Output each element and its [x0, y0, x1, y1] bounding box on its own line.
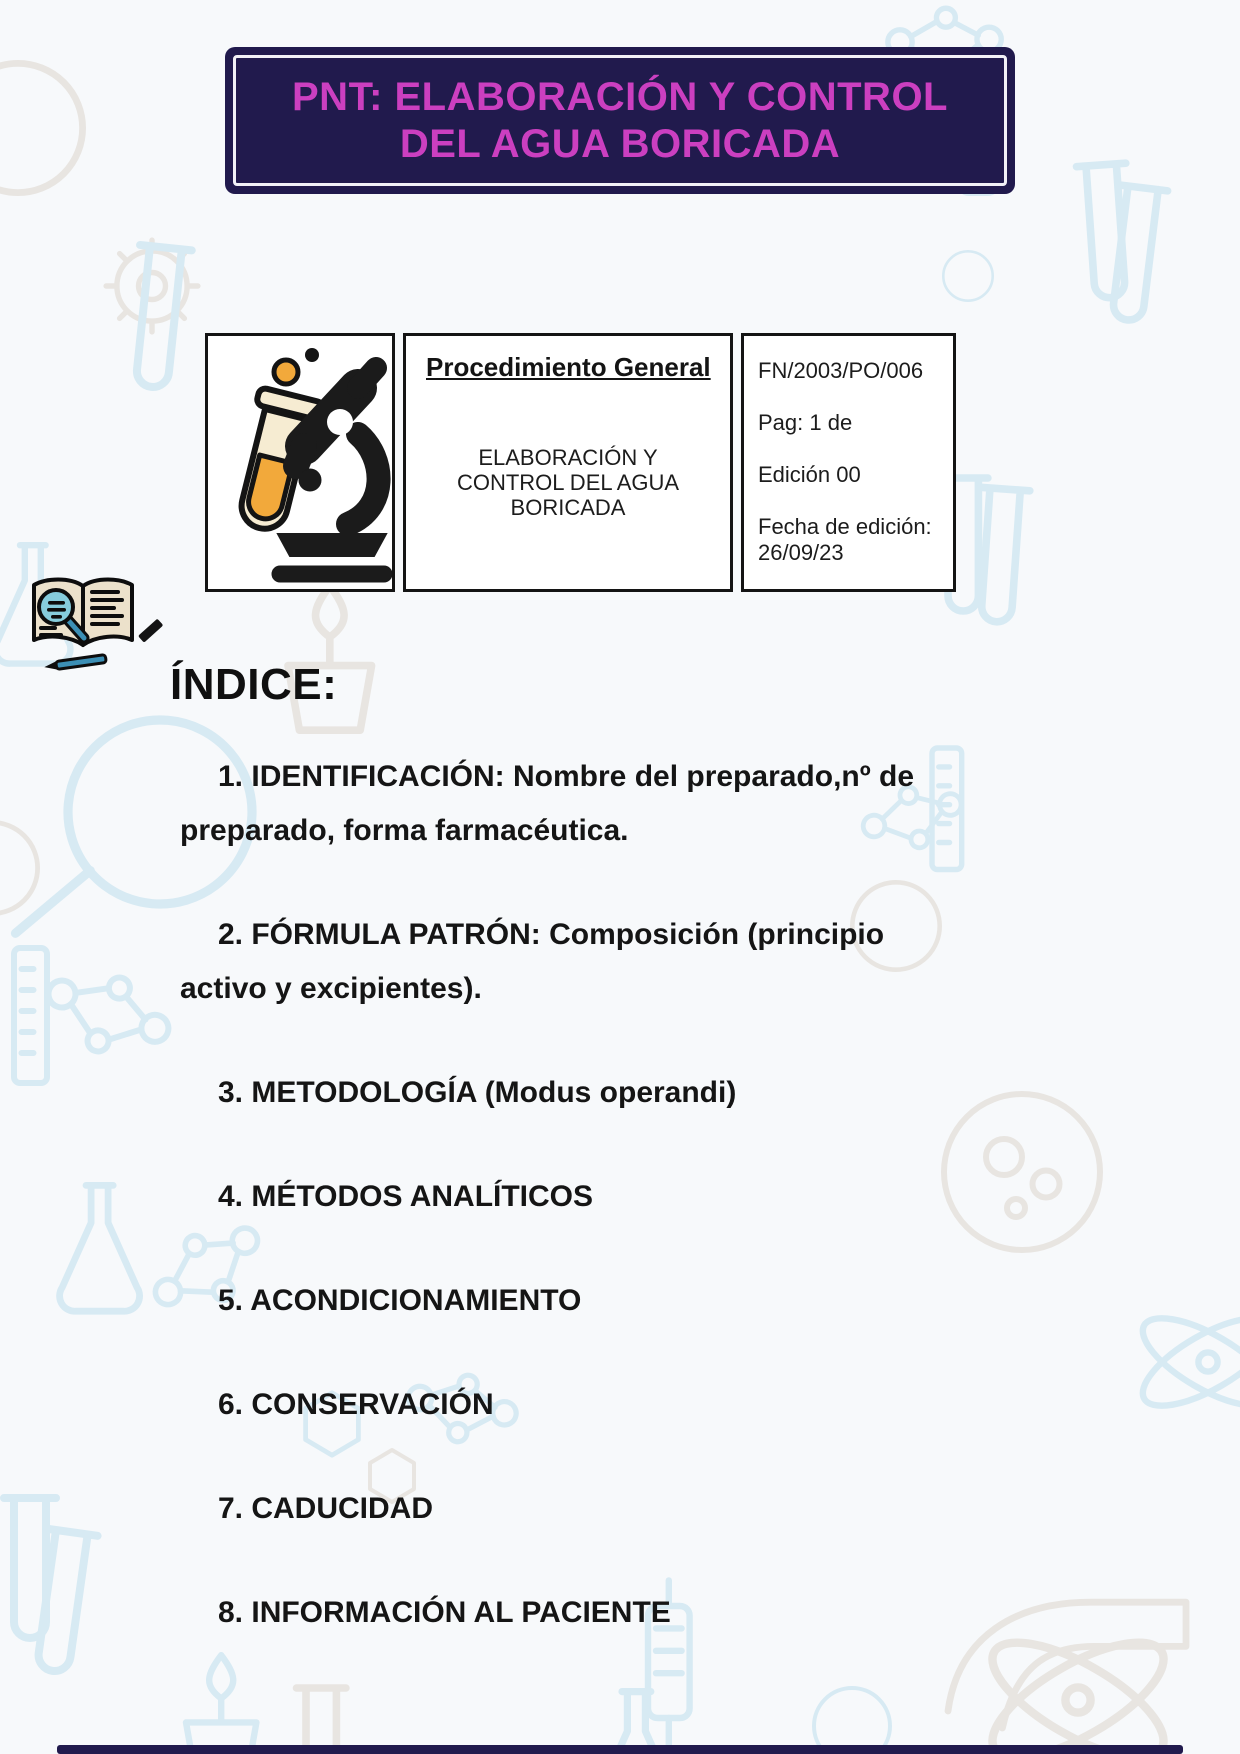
microscope-testtube-icon [208, 338, 392, 588]
procedure-title: ELABORACIÓN Y CONTROL DEL AGUA BORICADA [456, 445, 680, 520]
index-item: 5. ACONDICIONAMIENTO [218, 1284, 582, 1317]
book-magnifier-icon [26, 574, 176, 674]
document-code: FN/2003/PO/006 [758, 358, 924, 383]
document-title-banner [225, 47, 1015, 194]
header-meta-cell [741, 333, 956, 592]
index-item: 8. INFORMACIÓN AL PACIENTE [218, 1596, 671, 1629]
index-list [180, 750, 940, 1690]
document-title: PNT: ELABORACIÓN Y CONTROL DEL AGUA BORICADA [292, 74, 948, 166]
procedure-type-label: Procedimiento General [426, 352, 711, 382]
footer-bar [57, 1745, 1183, 1754]
page-label: Pag: 1 de [758, 410, 853, 435]
edition-label: Edición 00 [758, 462, 861, 487]
index-item: 6. CONSERVACIÓN [218, 1388, 494, 1421]
index-heading: ÍNDICE: [170, 660, 338, 709]
header-logo-cell [205, 333, 395, 592]
edition-date-label: Fecha de edición: 26/09/23 [758, 514, 932, 565]
index-item: 2. FÓRMULA PATRÓN: Composición (principio activo y excipientes). [180, 918, 885, 1005]
index-item: 4. MÉTODOS ANALÍTICOS [218, 1180, 594, 1213]
index-item: 3. METODOLOGÍA (Modus operandi) [218, 1076, 737, 1109]
index-item: 1. IDENTIFICACIÓN: Nombre del preparado,nº de preparado, forma farmacéutica. [180, 760, 915, 847]
index-item: 7. CADUCIDAD [218, 1492, 434, 1525]
header-procedure-cell [403, 333, 733, 592]
header-table [205, 333, 956, 592]
